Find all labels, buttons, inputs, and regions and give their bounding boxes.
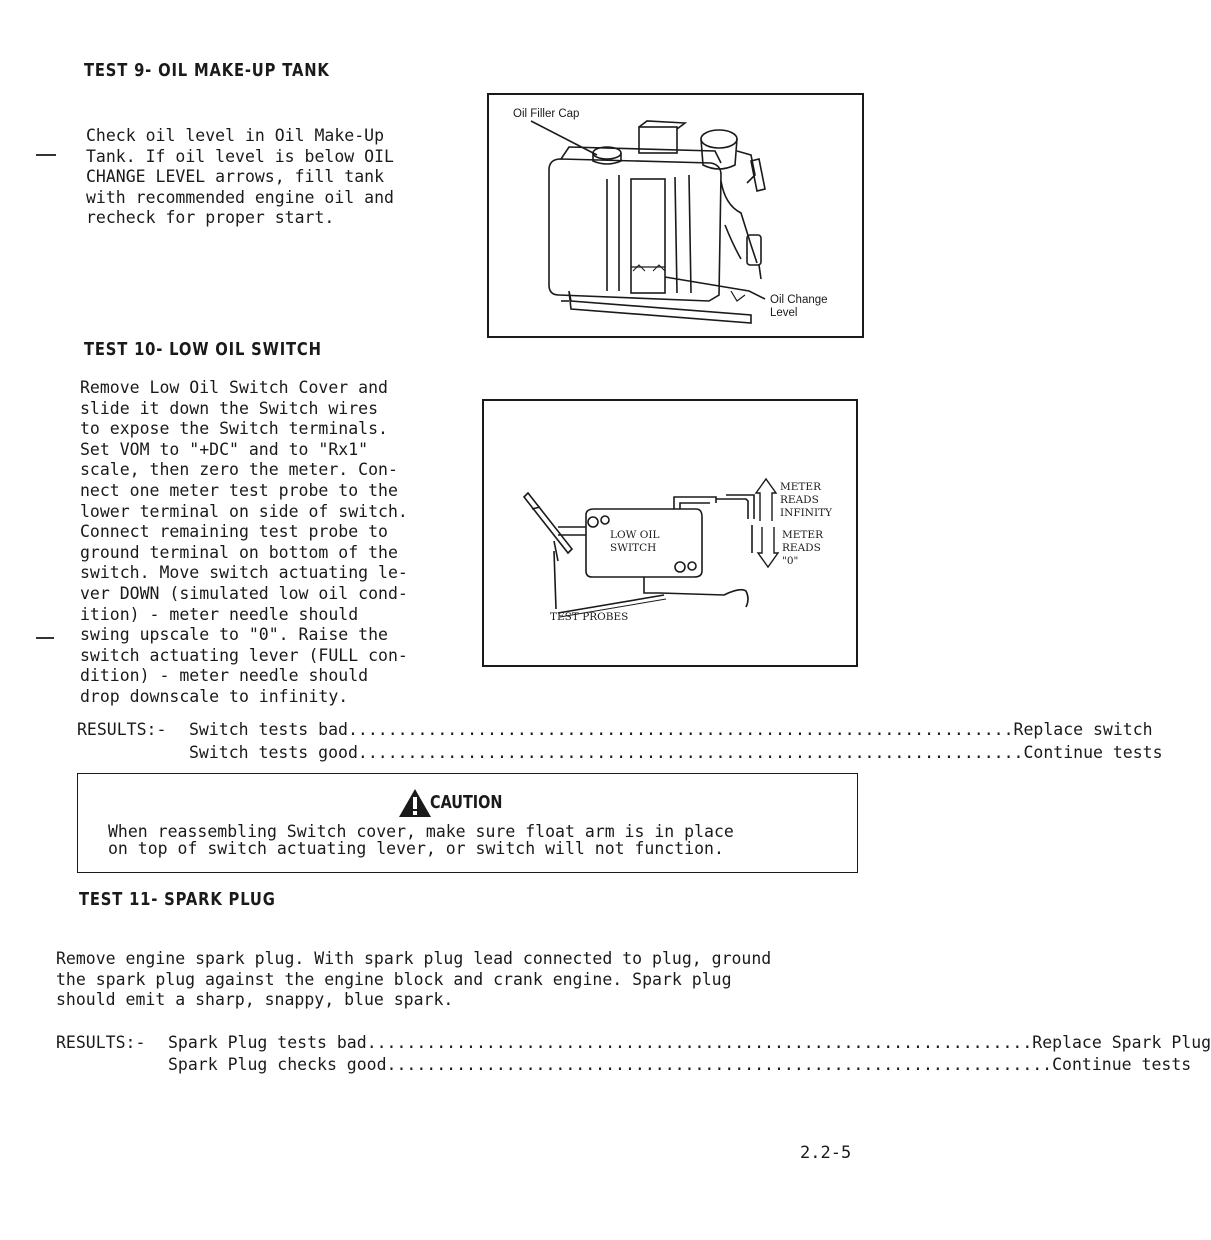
test11-body: Remove engine spark plug. With spark plug lead connected to plug, ground the spark plug against the engine block and crank engine. Spark plug should emit a sharp, snappy, blue spark. <box>56 949 772 1010</box>
test11-heading: TEST 11- SPARK PLUG <box>79 889 276 910</box>
result-condition: Switch tests good <box>189 743 358 762</box>
result-condition: Spark Plug checks good <box>168 1055 387 1074</box>
low-oil-switch-figure <box>482 399 858 667</box>
result-action: Replace switch <box>1013 720 1153 739</box>
meter-reads-zero-label: METER READS "0" <box>782 529 823 567</box>
page-number: 2.2-5 <box>800 1143 852 1163</box>
test10-results-label: RESULTS:- <box>77 720 167 739</box>
meter-reads-infinity-label: METER READS INFINITY <box>780 481 833 519</box>
result-action: Continue tests <box>1052 1055 1192 1074</box>
dot-leader: ................................................................... <box>386 1055 1053 1074</box>
result-action: Replace Spark Plug <box>1032 1033 1211 1052</box>
test-probes-label: TEST PROBES <box>550 611 629 623</box>
test10-heading: TEST 10- LOW OIL SWITCH <box>84 339 322 360</box>
margin-mark <box>36 637 54 639</box>
result-condition: Spark Plug tests bad <box>168 1033 367 1052</box>
test10-result-bad <box>189 720 1153 739</box>
dot-leader: ................................................................... <box>357 743 1024 762</box>
oil-filler-cap-label: Oil Filler Cap <box>513 108 580 120</box>
test11-results-label: RESULTS:- <box>56 1033 146 1052</box>
test9-heading: TEST 9- OIL MAKE-UP TANK <box>84 60 330 81</box>
low-oil-switch-label: LOW OIL SWITCH <box>610 529 660 554</box>
test11-result-bad <box>168 1033 1211 1052</box>
oil-tank-figure <box>487 93 864 338</box>
dot-leader: ................................................................... <box>347 720 1014 739</box>
caution-title: CAUTION <box>430 792 503 813</box>
dot-leader: ................................................................... <box>366 1033 1033 1052</box>
caution-box <box>77 773 858 873</box>
test9-body: Check oil level in Oil Make-Up Tank. If oil level is below OIL CHANGE LEVEL arrows, fill tank with recommended engine oil and recheck for proper start. <box>86 126 394 228</box>
oil-change-level-label: Oil Change Level <box>770 294 828 319</box>
caution-text: When reassembling Switch cover, make sure float arm is in place on top of switch actuating lever, or switch will not function. <box>108 822 734 858</box>
test11-result-good <box>168 1055 1192 1074</box>
test10-result-good <box>189 743 1163 762</box>
result-condition: Switch tests bad <box>189 720 348 739</box>
margin-mark <box>36 154 56 156</box>
warning-icon <box>398 788 432 818</box>
test10-body: Remove Low Oil Switch Cover and slide it down the Switch wires to expose the Switch terminals. Set VOM to "+DC" and to "Rx1" scale, then zero the meter. Con- nect one meter test probe to the lower terminal on side of switch. Connect remaining test probe to ground terminal on bottom of the switch. Move switch actuating le- ver DOWN (simulated low oil cond- ition) - meter needle should swing upscale to "0". Raise the switch actuating lever (FULL con- dition) - meter needle should drop downscale to infinity. <box>80 378 408 706</box>
result-action: Continue tests <box>1023 743 1163 762</box>
